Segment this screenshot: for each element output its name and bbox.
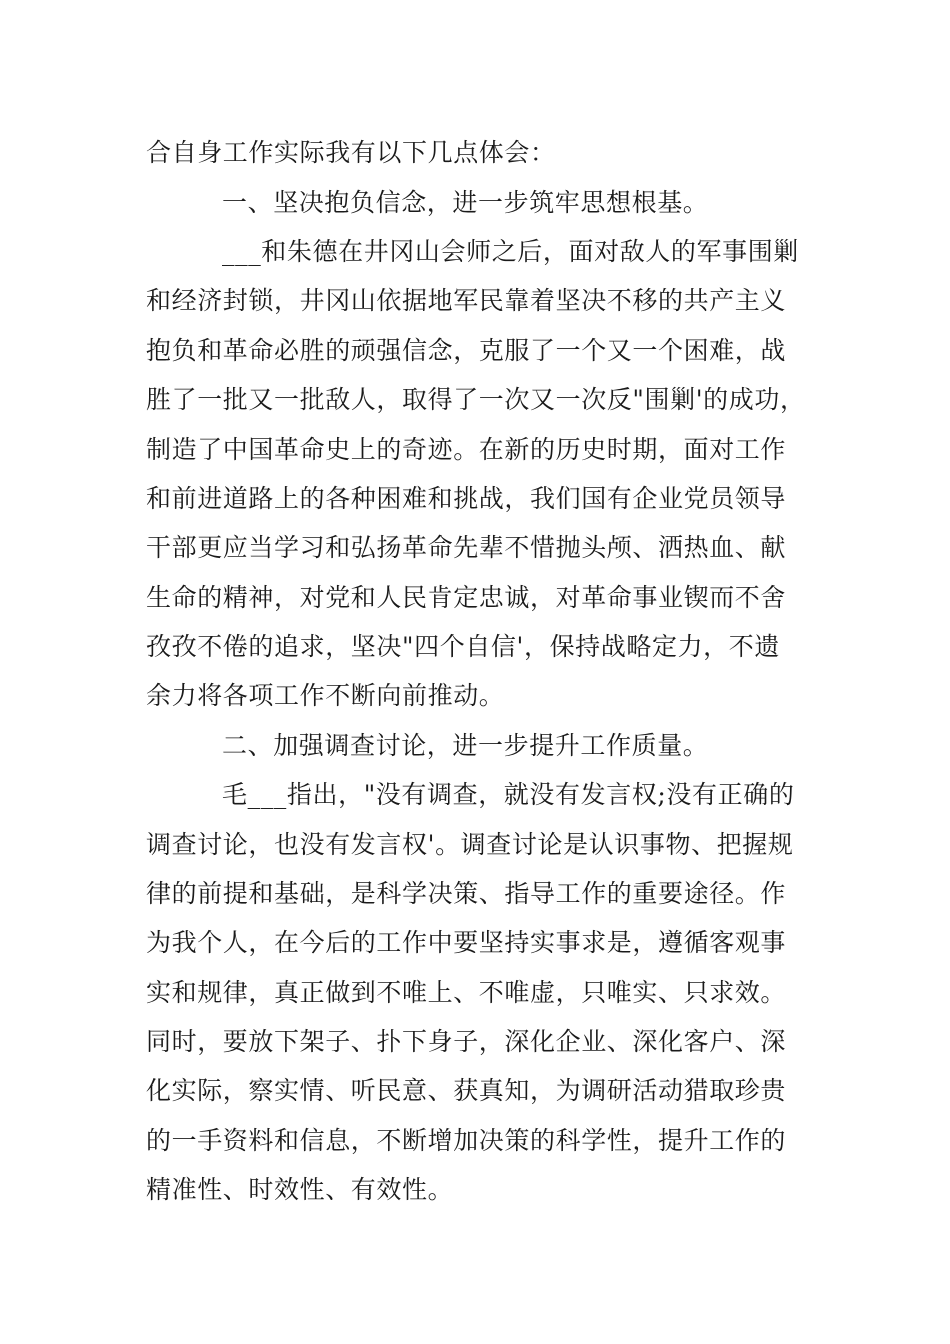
text-line-8: 和前进道路上的各种困难和挑战，我们国有企业党员领导 xyxy=(146,484,787,513)
text-line-20: 化实际，察实情、听民意、获真知，为调研活动猎取珍贵 xyxy=(146,1076,787,1105)
text-line-14: 毛___指出，"没有调查，就没有发言权;没有正确的 xyxy=(222,780,795,809)
text-line-17: 为我个人，在今后的工作中要坚持实事求是，遵循客观事 xyxy=(146,928,787,957)
text-line-11: 孜孜不倦的追求，坚决"四个自信'，保持战略定力，不遗 xyxy=(146,632,780,661)
text-line-19: 同时，要放下架子、扑下身子，深化企业、深化客户、深 xyxy=(146,1027,787,1056)
text-line-10: 生命的精神，对党和人民肯定忠诚，对革命事业锲而不舍 xyxy=(146,583,787,612)
text-line-15: 调查讨论，也没有发言权'。调查讨论是认识事物、把握规 xyxy=(146,830,794,859)
text-line-1: 合自身工作实际我有以下几点体会： xyxy=(146,138,556,167)
section-heading-1: 一、坚决抱负信念，进一步筑牢思想根基。 xyxy=(222,188,709,217)
text-line-5: 抱负和革命必胜的顽强信念，克服了一个又一个困难，战 xyxy=(146,336,787,365)
text-line-7: 制造了中国革命史上的奇迹。在新的历史时期，面对工作 xyxy=(146,435,787,464)
text-line-9: 干部更应当学习和弘扬革命先辈不惜抛头颅、洒热血、献 xyxy=(146,533,787,562)
text-line-12: 余力将各项工作不断向前推动。 xyxy=(146,681,505,710)
text-line-22: 精准性、时效性、有效性。 xyxy=(146,1175,454,1204)
text-line-4: 和经济封锁，井冈山依据地军民靠着坚决不移的共产主义 xyxy=(146,286,787,315)
text-line-6: 胜了一批又一批敌人，取得了一次又一次反"围剿'的成功， xyxy=(146,385,806,414)
text-line-21: 的一手资料和信息，不断增加决策的科学性，提升工作的 xyxy=(146,1126,787,1155)
text-line-16: 律的前提和基础，是科学决策、指导工作的重要途径。作 xyxy=(146,879,787,908)
text-line-18: 实和规律，真正做到不唯上、不唯虚，只唯实、只求效。 xyxy=(146,978,787,1007)
section-heading-2: 二、加强调查讨论，进一步提升工作质量。 xyxy=(222,731,709,760)
text-line-3: ___和朱德在井冈山会师之后，面对敌人的军事围剿 xyxy=(222,237,799,266)
